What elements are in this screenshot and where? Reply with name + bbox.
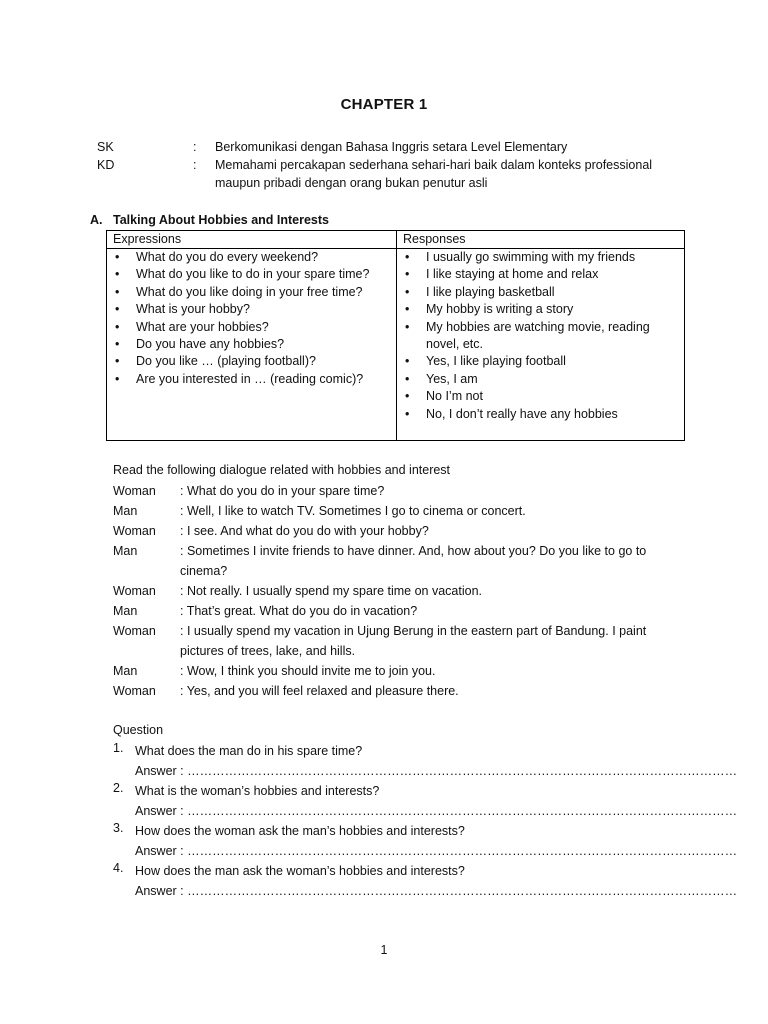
- list-item: • No I’m not: [403, 388, 678, 405]
- bullet-icon: •: [405, 371, 410, 386]
- list-item: • Yes, I am: [403, 371, 678, 388]
- meta-key: KD: [97, 158, 115, 172]
- bullet-icon: •: [115, 371, 120, 386]
- list-item: • What do you do every weekend?: [113, 249, 390, 266]
- bullet-icon: •: [405, 302, 410, 317]
- meta-colon: :: [193, 158, 197, 172]
- list-item: • My hobbies are watching movie, reading novel, etc.: [405, 319, 650, 352]
- meta-value: Memahami percakapan sederhana sehari-hari baik dalam konteks professional maupun pribadi dengan orang bukan penutur asli: [215, 158, 653, 190]
- list-item: • Are you interested in … (reading comic)?: [113, 371, 390, 388]
- question-heading: Question: [113, 723, 164, 737]
- bullet-icon: •: [405, 284, 410, 299]
- meta-colon: :: [193, 140, 197, 154]
- table-header-row: [107, 231, 685, 249]
- bullet-icon: •: [405, 319, 410, 334]
- question-text: What is the woman’s hobbies and interests?: [135, 784, 380, 798]
- list-item: • What are your hobbies?: [113, 319, 390, 336]
- bullet-icon: •: [405, 354, 410, 369]
- bullet-icon: •: [405, 389, 410, 404]
- dialog-line: [113, 541, 673, 581]
- list-item: • Do you have any hobbies?: [113, 336, 390, 353]
- speaker: Woman: [113, 524, 156, 538]
- speaker: Man: [113, 664, 138, 678]
- list-item: • What do you like doing in your free time?: [113, 284, 390, 301]
- section-title: Talking About Hobbies and Interests: [113, 213, 329, 227]
- meta-value: Berkomunikasi dengan Bahasa Inggris setara Level Elementary: [215, 140, 568, 154]
- dialog-line: [113, 681, 673, 701]
- bullet-icon: •: [115, 319, 120, 334]
- dialog-line: [113, 481, 673, 501]
- speaker: Woman: [113, 684, 156, 698]
- answer-line: Answer : ……………………………………………………………………………………………………………………: [135, 884, 738, 898]
- expressions-list: [113, 249, 390, 388]
- question-item: [113, 821, 738, 861]
- chapter-title: CHAPTER 1: [340, 96, 428, 113]
- utterance: : Sometimes I invite friends to have dinner. And, how about you? Do you like to go to cinema?: [180, 544, 647, 578]
- list-item: • What do you like to do in your spare time?: [113, 266, 390, 283]
- question-item: [113, 741, 738, 781]
- dialog-line: [113, 621, 673, 661]
- question-text: How does the woman ask the man’s hobbies and interests?: [135, 824, 465, 838]
- utterance: : What do you do in your spare time?: [180, 484, 385, 498]
- header-expressions: Expressions: [107, 231, 397, 249]
- list-item: • What is your hobby?: [113, 301, 390, 318]
- dialog-line: [113, 601, 673, 621]
- bullet-icon: •: [115, 267, 120, 282]
- bullet-icon: •: [115, 337, 120, 352]
- list-item: • I like staying at home and relax: [403, 266, 678, 283]
- question-number: 2.: [113, 781, 124, 795]
- question-text: What does the man do in his spare time?: [135, 744, 363, 758]
- utterance: : I usually spend my vacation in Ujung Berung in the eastern part of Bandung. I paint pictures of trees, lake, and hills.: [180, 624, 647, 658]
- speaker: Man: [113, 504, 138, 518]
- question-number: 3.: [113, 821, 124, 835]
- answer-line: Answer : ……………………………………………………………………………………………………………………: [135, 764, 738, 778]
- bullet-icon: •: [115, 302, 120, 317]
- list-item: • My hobby is writing a story: [403, 301, 678, 318]
- dialog-line: [113, 501, 673, 521]
- section-letter: A.: [90, 213, 103, 227]
- utterance: : Wow, I think you should invite me to join you.: [180, 664, 436, 678]
- list-item: • No, I don’t really have any hobbies: [403, 406, 678, 423]
- question-item: [113, 781, 738, 821]
- dialog-line: [113, 661, 673, 681]
- utterance: : I see. And what do you do with your hobby?: [180, 524, 429, 538]
- dialog-intro: Read the following dialogue related with hobbies and interest: [113, 463, 451, 477]
- dialog-line: [113, 581, 673, 601]
- bullet-icon: •: [115, 284, 120, 299]
- list-item: • I usually go swimming with my friends: [403, 249, 678, 266]
- dialog-line: [113, 521, 673, 541]
- utterance: : Not really. I usually spend my spare time on vacation.: [180, 584, 482, 598]
- page-number: 1: [380, 943, 388, 957]
- bullet-icon: •: [405, 406, 410, 421]
- bullet-icon: •: [405, 267, 410, 282]
- list-item: • Do you like … (playing football)?: [113, 353, 390, 370]
- dialogue: [113, 481, 673, 701]
- meta-key: SK: [97, 140, 114, 154]
- utterance: : Well, I like to watch TV. Sometimes I go to cinema or concert.: [180, 504, 526, 518]
- answer-line: Answer : ……………………………………………………………………………………………………………………: [135, 804, 738, 818]
- table-body-row: [107, 249, 685, 441]
- speaker: Woman: [113, 584, 156, 598]
- list-item: • Yes, I like playing football: [403, 353, 678, 370]
- hobby-expressions-table: [106, 230, 685, 441]
- speaker: Man: [113, 544, 138, 558]
- section-heading: [90, 212, 329, 228]
- question-number: 4.: [113, 861, 124, 875]
- utterance: : Yes, and you will feel relaxed and pleasure there.: [180, 684, 459, 698]
- responses-list: [403, 249, 678, 423]
- question-list: [113, 741, 738, 901]
- bullet-icon: •: [115, 354, 120, 369]
- list-item: • I like playing basketball: [403, 284, 678, 301]
- speaker: Woman: [113, 484, 156, 498]
- header-responses: Responses: [397, 231, 685, 249]
- bullet-icon: •: [405, 250, 410, 264]
- speaker: Woman: [113, 624, 156, 638]
- speaker: Man: [113, 604, 138, 618]
- question-text: How does the man ask the woman’s hobbies and interests?: [135, 864, 465, 878]
- bullet-icon: •: [115, 250, 120, 264]
- expressions-cell: [107, 249, 397, 441]
- responses-cell: [397, 249, 685, 441]
- question-item: [113, 861, 738, 901]
- answer-line: Answer : ……………………………………………………………………………………………………………………: [135, 844, 738, 858]
- question-number: 1.: [113, 741, 124, 755]
- utterance: : That’s great. What do you do in vacation?: [180, 604, 418, 618]
